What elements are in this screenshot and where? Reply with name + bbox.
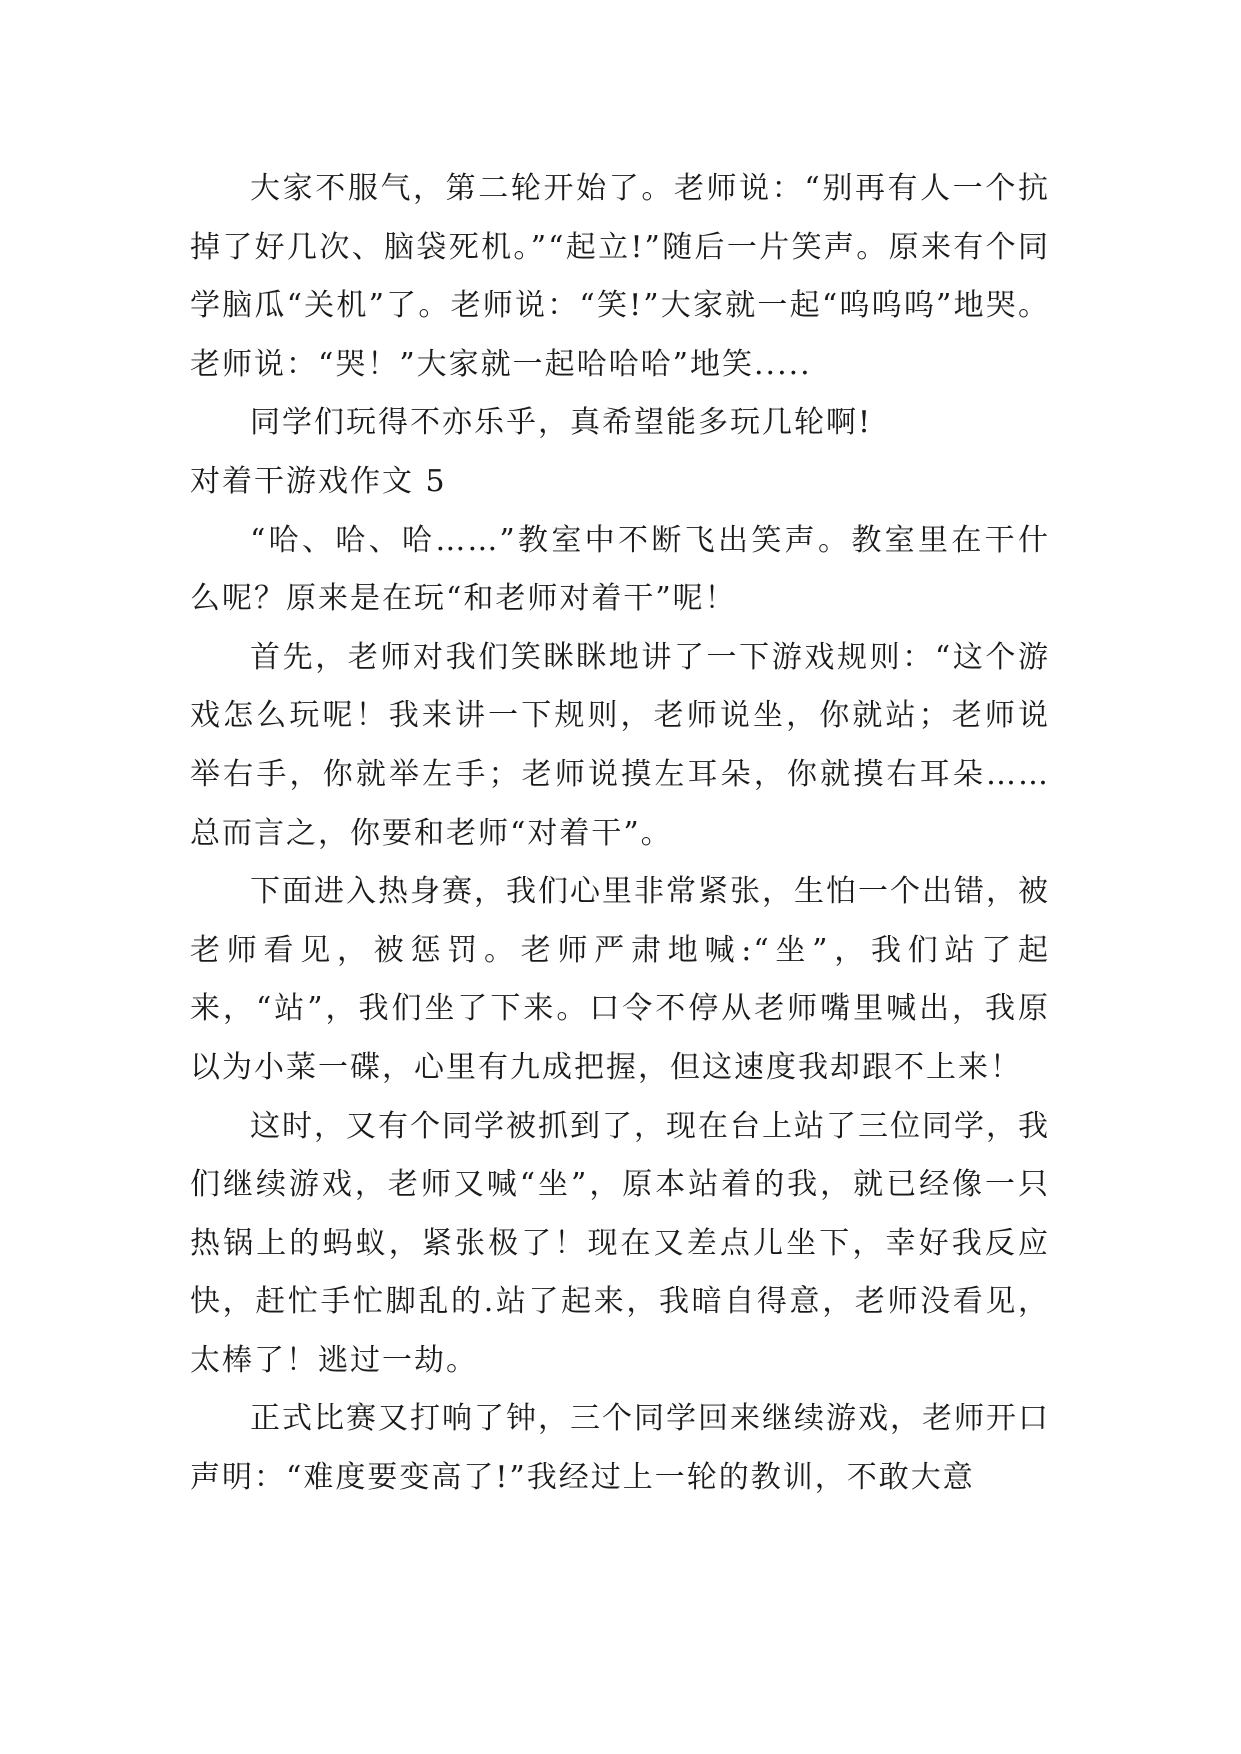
paragraph: “哈、哈、哈……”教室中不断飞出笑声。教室里在干什么呢？原来是在玩“和老师对着干”呢！: [190, 522, 1050, 617]
paragraph: 正式比赛又打响了钟，三个同学回来继续游戏，老师开口声明：“难度要变高了!”我经过上一轮的教训，不敢大意: [190, 1401, 1050, 1496]
paragraph: 下面进入热身赛，我们心里非常紧张，生怕一个出错，被老师看见，被惩罚。老师严肃地喊:“坐”，我们站了起来，“站”，我们坐了下来。口令不停从老师嘴里喊出，我原以为小菜一碟，心里有九成把握，但这速度我却跟不上来！: [190, 874, 1050, 1085]
document-body: [190, 160, 1050, 1508]
paragraph: 同学们玩得不亦乐乎，真希望能多玩几轮啊!: [250, 405, 873, 441]
section-heading: 对着干游戏作文 5: [190, 463, 447, 499]
paragraph: 这时，又有个同学被抓到了，现在台上站了三位同学，我们继续游戏，老师又喊“坐”，原本站着的我，就已经像一只热锅上的蚂蚁，紧张极了！现在又差点儿坐下，幸好我反应快，赶忙手忙脚乱的.站了起来，我暗自得意，老师没看见，太棒了！逃过一劫。: [190, 1108, 1050, 1378]
paragraph: 首先，老师对我们笑眯眯地讲了一下游戏规则：“这个游戏怎么玩呢！我来讲一下规则，老师说坐，你就站；老师说举右手，你就举左手；老师说摸左耳朵，你就摸右耳朵……总而言之，你要和老师“对着干”。: [190, 639, 1050, 851]
paragraph: 大家不服气，第二轮开始了。老师说：“别再有人一个抗掉了好几次、脑袋死机。”“起立!”随后一片笑声。原来有个同学脑瓜“关机”了。老师说：“笑!”大家就一起“呜呜呜”地哭。老师说：“哭！”大家就一起哈哈哈”地笑.....: [190, 171, 1050, 382]
